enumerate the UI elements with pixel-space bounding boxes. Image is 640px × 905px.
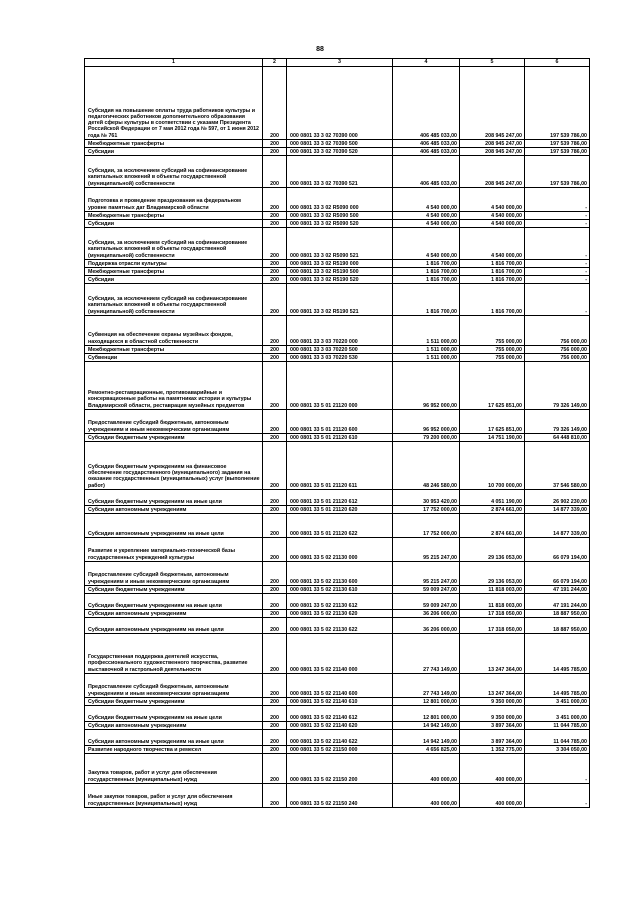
row-value-2020-cell: 95 215 247,00	[393, 562, 460, 586]
table-row	[85, 722, 590, 730]
row-value-2020-cell: 48 246 580,00	[393, 442, 460, 490]
row-name-cell: Субсидии бюджетным учреждениям на финансовое обеспечение государственного (муниципального) задания на оказание государственных (муниципальных) услуг (выполнение работ)	[85, 442, 263, 490]
row-name-cell: Субсидии бюджетным учреждениям	[85, 698, 263, 706]
row-value-2021-cell: 11 818 003,00	[460, 594, 525, 610]
row-kbk-cell: 000 0801 33 5 02 21130 600	[287, 562, 393, 586]
table-row	[85, 284, 590, 316]
row-value-2021-cell: 4 540 000,00	[460, 212, 525, 220]
row-name-cell: Субсидии автономным учреждениям на иные цели	[85, 730, 263, 746]
row-value-2020-cell: 4 540 000,00	[393, 212, 460, 220]
header-cell: 1	[85, 59, 263, 67]
row-code-cell: 200	[263, 442, 287, 490]
row-value-2022-cell: 197 539 786,00	[525, 140, 590, 148]
table-row	[85, 784, 590, 808]
row-value-2020-cell: 1 816 700,00	[393, 268, 460, 276]
row-kbk-cell: 000 0801 33 3 02 R5190 520	[287, 276, 393, 284]
row-code-cell: 200	[263, 674, 287, 698]
row-name-cell: Субсидии бюджетным учреждениям	[85, 434, 263, 442]
row-kbk-cell: 000 0801 33 3 03 70220 500	[287, 346, 393, 354]
row-kbk-cell: 000 0801 33 5 02 21130 612	[287, 594, 393, 610]
row-kbk-cell: 000 0801 33 5 01 21120 622	[287, 514, 393, 538]
row-value-2022-cell: 64 448 810,00	[525, 434, 590, 442]
row-value-2020-cell: 1 816 700,00	[393, 284, 460, 316]
row-value-2022-cell: 14 877 339,00	[525, 506, 590, 514]
row-code-cell: 200	[263, 140, 287, 148]
table-row	[85, 698, 590, 706]
table-row	[85, 706, 590, 722]
header-cell: 6	[525, 59, 590, 67]
table-row	[85, 562, 590, 586]
row-value-2022-cell: -	[525, 268, 590, 276]
row-name-cell: Субсидии	[85, 220, 263, 228]
table-row	[85, 362, 590, 410]
row-name-cell: Иные закупки товаров, работ и услуг для обеспечения государственных (муниципальных) нужд	[85, 784, 263, 808]
row-value-2022-cell: 3 304 050,00	[525, 746, 590, 754]
row-value-2021-cell: 17 318 050,00	[460, 618, 525, 634]
table-row	[85, 156, 590, 188]
row-value-2021-cell: 4 540 000,00	[460, 220, 525, 228]
table-row	[85, 610, 590, 618]
header-cell: 2	[263, 59, 287, 67]
row-name-cell: Субсидии	[85, 276, 263, 284]
row-kbk-cell: 000 0801 33 5 01 21120 600	[287, 410, 393, 434]
row-value-2020-cell: 406 485 033,00	[393, 140, 460, 148]
row-name-cell: Предоставление субсидий бюджетным, автономным учреждениям и иным некоммерческим организациям	[85, 674, 263, 698]
row-kbk-cell: 000 0801 33 5 02 21150 200	[287, 754, 393, 784]
row-kbk-cell: 000 0801 33 3 02 R5190 521	[287, 284, 393, 316]
row-value-2020-cell: 36 206 000,00	[393, 610, 460, 618]
table-row	[85, 586, 590, 594]
row-name-cell: Субсидии бюджетным учреждениям на иные цели	[85, 490, 263, 506]
row-value-2022-cell: 14 877 339,00	[525, 514, 590, 538]
row-code-cell: 200	[263, 212, 287, 220]
row-code-cell: 200	[263, 506, 287, 514]
row-value-2022-cell: 26 902 230,00	[525, 490, 590, 506]
row-code-cell: 200	[263, 220, 287, 228]
row-kbk-cell: 000 0801 33 5 02 21150 000	[287, 746, 393, 754]
row-value-2022-cell: 47 191 244,00	[525, 594, 590, 610]
row-kbk-cell: 000 0801 33 3 02 70390 520	[287, 148, 393, 156]
row-code-cell: 200	[263, 514, 287, 538]
row-kbk-cell: 000 0801 33 5 01 21120 611	[287, 442, 393, 490]
row-value-2021-cell: 14 751 190,00	[460, 434, 525, 442]
row-kbk-cell: 000 0801 33 5 02 21140 000	[287, 634, 393, 674]
row-kbk-cell: 000 0801 33 3 02 70390 500	[287, 140, 393, 148]
row-value-2021-cell: 208 945 247,00	[460, 156, 525, 188]
row-kbk-cell: 000 0801 33 3 02 R5090 520	[287, 220, 393, 228]
header-cell: 4	[393, 59, 460, 67]
table-row	[85, 754, 590, 784]
row-value-2021-cell: 208 945 247,00	[460, 67, 525, 140]
row-kbk-cell: 000 0801 33 5 02 21140 612	[287, 706, 393, 722]
row-code-cell: 200	[263, 316, 287, 346]
row-value-2021-cell: 17 625 851,00	[460, 362, 525, 410]
row-value-2020-cell: 1 511 000,00	[393, 354, 460, 362]
row-value-2021-cell: 1 352 775,00	[460, 746, 525, 754]
row-value-2020-cell: 1 816 700,00	[393, 276, 460, 284]
table-row	[85, 220, 590, 228]
row-name-cell: Государственная поддержка деятелей искусства, профессионального художественного творчества, развитие выставочной и гастрольной деятельности	[85, 634, 263, 674]
row-code-cell: 200	[263, 188, 287, 212]
row-value-2020-cell: 17 752 000,00	[393, 506, 460, 514]
header-row	[85, 59, 590, 67]
row-value-2022-cell: 66 079 194,00	[525, 538, 590, 562]
row-name-cell: Субсидии, за исключением субсидий на софинансирование капитальных вложений в объекты государственной (муниципальной) собственности	[85, 228, 263, 260]
row-kbk-cell: 000 0801 33 5 01 21120 000	[287, 362, 393, 410]
row-value-2022-cell: 79 326 149,00	[525, 362, 590, 410]
table-row	[85, 434, 590, 442]
row-code-cell: 200	[263, 156, 287, 188]
row-value-2020-cell: 36 206 000,00	[393, 618, 460, 634]
row-value-2020-cell: 96 952 000,00	[393, 410, 460, 434]
row-value-2021-cell: 3 897 364,00	[460, 722, 525, 730]
row-kbk-cell: 000 0801 33 3 03 70220 530	[287, 354, 393, 362]
row-code-cell: 200	[263, 610, 287, 618]
row-value-2022-cell: -	[525, 784, 590, 808]
row-value-2020-cell: 4 540 000,00	[393, 228, 460, 260]
row-code-cell: 200	[263, 722, 287, 730]
row-code-cell: 200	[263, 228, 287, 260]
row-value-2021-cell: 1 816 700,00	[460, 268, 525, 276]
row-name-cell: Субсидии бюджетным учреждениям	[85, 586, 263, 594]
row-value-2020-cell: 27 743 149,00	[393, 634, 460, 674]
row-kbk-cell: 000 0801 33 3 02 70390 000	[287, 67, 393, 140]
row-value-2022-cell: -	[525, 188, 590, 212]
row-value-2021-cell: 17 625 851,00	[460, 410, 525, 434]
row-kbk-cell: 000 0801 33 5 02 21150 240	[287, 784, 393, 808]
row-value-2022-cell: -	[525, 228, 590, 260]
table-row	[85, 634, 590, 674]
row-value-2022-cell: 197 539 786,00	[525, 148, 590, 156]
row-value-2020-cell: 96 952 000,00	[393, 362, 460, 410]
row-code-cell: 200	[263, 698, 287, 706]
budget-table	[84, 58, 590, 808]
row-value-2022-cell: 197 539 786,00	[525, 67, 590, 140]
row-name-cell: Субсидии автономным учреждениям на иные цели	[85, 514, 263, 538]
row-code-cell: 200	[263, 346, 287, 354]
row-code-cell: 200	[263, 634, 287, 674]
row-name-cell: Предоставление субсидий бюджетным, автономным учреждениям и иным некоммерческим организациям	[85, 562, 263, 586]
table-row	[85, 260, 590, 268]
row-value-2022-cell: -	[525, 284, 590, 316]
row-name-cell: Субсидии бюджетным учреждениям на иные цели	[85, 594, 263, 610]
row-kbk-cell: 000 0801 33 5 02 21130 622	[287, 618, 393, 634]
row-value-2022-cell: 79 326 149,00	[525, 410, 590, 434]
row-value-2020-cell: 59 009 247,00	[393, 594, 460, 610]
row-name-cell: Субвенции	[85, 354, 263, 362]
row-name-cell: Субсидии, за исключением субсидий на софинансирование капитальных вложений в объекты государственной (муниципальной) собственности	[85, 156, 263, 188]
row-value-2022-cell: 3 451 000,00	[525, 706, 590, 722]
table-row	[85, 674, 590, 698]
row-value-2021-cell: 9 350 000,00	[460, 698, 525, 706]
row-code-cell: 200	[263, 562, 287, 586]
row-value-2021-cell: 4 540 000,00	[460, 228, 525, 260]
row-value-2020-cell: 79 200 000,00	[393, 434, 460, 442]
row-value-2020-cell: 1 511 000,00	[393, 346, 460, 354]
table-row	[85, 594, 590, 610]
table-row	[85, 618, 590, 634]
row-value-2021-cell: 17 318 050,00	[460, 610, 525, 618]
row-value-2020-cell: 406 485 033,00	[393, 67, 460, 140]
row-kbk-cell: 000 0801 33 5 02 21130 610	[287, 586, 393, 594]
row-value-2020-cell: 4 540 000,00	[393, 220, 460, 228]
row-kbk-cell: 000 0801 33 5 01 21120 620	[287, 506, 393, 514]
row-name-cell: Субсидии автономным учреждениям	[85, 506, 263, 514]
row-name-cell: Субсидии бюджетным учреждениям на иные цели	[85, 706, 263, 722]
row-name-cell: Развитие и укрепление материально-технической базы государственных учреждений культуры	[85, 538, 263, 562]
row-kbk-cell: 000 0801 33 3 02 R5090 000	[287, 188, 393, 212]
row-value-2022-cell: -	[525, 220, 590, 228]
row-name-cell: Субсидии автономным учреждениям на иные цели	[85, 618, 263, 634]
row-code-cell: 200	[263, 276, 287, 284]
row-name-cell: Субсидии	[85, 148, 263, 156]
row-code-cell: 200	[263, 67, 287, 140]
table-row	[85, 730, 590, 746]
row-value-2021-cell: 1 816 700,00	[460, 276, 525, 284]
row-value-2020-cell: 4 540 000,00	[393, 188, 460, 212]
row-value-2020-cell: 1 511 000,00	[393, 316, 460, 346]
row-value-2022-cell: 756 000,00	[525, 354, 590, 362]
row-value-2022-cell: -	[525, 276, 590, 284]
table-row	[85, 506, 590, 514]
row-value-2020-cell: 14 942 149,00	[393, 722, 460, 730]
row-value-2021-cell: 1 816 700,00	[460, 260, 525, 268]
row-value-2021-cell: 755 000,00	[460, 346, 525, 354]
row-value-2022-cell: 197 539 786,00	[525, 156, 590, 188]
row-code-cell: 200	[263, 362, 287, 410]
row-name-cell: Ремонтно-реставрационные, противоаварийные и консервационные работы на памятниках истории и культуры Владимирской области, реставрация музейных предметов	[85, 362, 263, 410]
row-code-cell: 200	[263, 618, 287, 634]
row-value-2020-cell: 400 000,00	[393, 754, 460, 784]
row-value-2022-cell: 11 044 785,00	[525, 722, 590, 730]
row-value-2022-cell: 66 079 194,00	[525, 562, 590, 586]
row-value-2022-cell: 14 495 785,00	[525, 634, 590, 674]
header-cell: 5	[460, 59, 525, 67]
row-kbk-cell: 000 0801 33 3 02 R5190 500	[287, 268, 393, 276]
table-row	[85, 212, 590, 220]
row-value-2021-cell: 1 816 700,00	[460, 284, 525, 316]
row-kbk-cell: 000 0801 33 5 02 21130 620	[287, 610, 393, 618]
table-row	[85, 276, 590, 284]
row-value-2020-cell: 27 743 149,00	[393, 674, 460, 698]
row-value-2021-cell: 11 818 003,00	[460, 586, 525, 594]
row-value-2021-cell: 4 540 000,00	[460, 188, 525, 212]
row-value-2022-cell: 47 191 244,00	[525, 586, 590, 594]
row-value-2022-cell: -	[525, 260, 590, 268]
row-name-cell: Межбюджетные трансферты	[85, 140, 263, 148]
row-value-2021-cell: 400 000,00	[460, 754, 525, 784]
row-name-cell: Субсидии автономным учреждениям	[85, 610, 263, 618]
row-value-2020-cell: 30 953 420,00	[393, 490, 460, 506]
table-row	[85, 746, 590, 754]
table-row	[85, 410, 590, 434]
table-row	[85, 538, 590, 562]
page-number: 88	[316, 46, 324, 53]
row-code-cell: 200	[263, 354, 287, 362]
row-value-2022-cell: -	[525, 212, 590, 220]
row-code-cell: 200	[263, 746, 287, 754]
row-value-2021-cell: 208 945 247,00	[460, 140, 525, 148]
row-code-cell: 200	[263, 410, 287, 434]
row-value-2021-cell: 29 136 053,00	[460, 538, 525, 562]
row-name-cell: Субсидии автономным учреждениям	[85, 722, 263, 730]
row-name-cell: Закупка товаров, работ и услуг для обеспечения государственных (муниципальных) нужд	[85, 754, 263, 784]
row-kbk-cell: 000 0801 33 3 02 R5090 521	[287, 228, 393, 260]
table-row	[85, 140, 590, 148]
table-row	[85, 228, 590, 260]
row-value-2021-cell: 755 000,00	[460, 316, 525, 346]
row-name-cell: Межбюджетные трансферты	[85, 346, 263, 354]
row-value-2021-cell: 13 247 364,00	[460, 634, 525, 674]
row-value-2021-cell: 2 874 661,00	[460, 514, 525, 538]
row-kbk-cell: 000 0801 33 5 02 21130 000	[287, 538, 393, 562]
row-value-2021-cell: 400 000,00	[460, 784, 525, 808]
row-value-2022-cell: -	[525, 754, 590, 784]
row-value-2021-cell: 29 136 053,00	[460, 562, 525, 586]
row-value-2021-cell: 208 945 247,00	[460, 148, 525, 156]
row-value-2020-cell: 12 801 000,00	[393, 706, 460, 722]
row-kbk-cell: 000 0801 33 5 01 21120 612	[287, 490, 393, 506]
row-code-cell: 200	[263, 434, 287, 442]
row-value-2020-cell: 400 000,00	[393, 784, 460, 808]
row-kbk-cell: 000 0801 33 3 02 R5090 500	[287, 212, 393, 220]
row-value-2022-cell: 756 000,00	[525, 316, 590, 346]
row-value-2021-cell: 9 350 000,00	[460, 706, 525, 722]
row-value-2022-cell: 18 887 950,00	[525, 610, 590, 618]
table-row	[85, 188, 590, 212]
table-row	[85, 514, 590, 538]
row-kbk-cell: 000 0801 33 5 02 21140 600	[287, 674, 393, 698]
row-code-cell: 200	[263, 586, 287, 594]
row-value-2020-cell: 17 752 000,00	[393, 514, 460, 538]
row-code-cell: 200	[263, 538, 287, 562]
row-code-cell: 200	[263, 260, 287, 268]
row-value-2020-cell: 4 656 825,00	[393, 746, 460, 754]
row-code-cell: 200	[263, 148, 287, 156]
row-value-2022-cell: 756 000,00	[525, 346, 590, 354]
row-kbk-cell: 000 0801 33 5 02 21140 620	[287, 722, 393, 730]
row-kbk-cell: 000 0801 33 3 02 R5190 000	[287, 260, 393, 268]
row-value-2021-cell: 755 000,00	[460, 354, 525, 362]
row-value-2020-cell: 14 942 149,00	[393, 730, 460, 746]
table-row	[85, 490, 590, 506]
row-code-cell: 200	[263, 268, 287, 276]
table-row	[85, 316, 590, 346]
row-value-2021-cell: 2 874 661,00	[460, 506, 525, 514]
table-row	[85, 442, 590, 490]
row-value-2021-cell: 10 700 000,00	[460, 442, 525, 490]
table-row	[85, 346, 590, 354]
row-value-2020-cell: 12 801 000,00	[393, 698, 460, 706]
row-kbk-cell: 000 0801 33 3 03 70220 000	[287, 316, 393, 346]
table-row	[85, 148, 590, 156]
row-kbk-cell: 000 0801 33 3 02 70390 521	[287, 156, 393, 188]
row-value-2022-cell: 14 495 785,00	[525, 674, 590, 698]
row-name-cell: Развитие народного творчества и ремесел	[85, 746, 263, 754]
row-value-2022-cell: 11 044 785,00	[525, 730, 590, 746]
row-code-cell: 200	[263, 284, 287, 316]
row-value-2020-cell: 406 485 033,00	[393, 148, 460, 156]
row-value-2020-cell: 59 009 247,00	[393, 586, 460, 594]
row-value-2022-cell: 3 451 000,00	[525, 698, 590, 706]
row-kbk-cell: 000 0801 33 5 02 21140 610	[287, 698, 393, 706]
row-name-cell: Предоставление субсидий бюджетным, автономным учреждениям и иным некоммерческим организациям	[85, 410, 263, 434]
row-value-2020-cell: 95 215 247,00	[393, 538, 460, 562]
row-value-2022-cell: 37 546 580,00	[525, 442, 590, 490]
row-name-cell: Субсидия на повышение оплаты труда работников культуры и педагогических работников дополнительного образования детей сферы культуры в соответствии с указами Президента Российской Федерации от 7 мая 2012 года № 597, от 1 июня 2012 года № 761	[85, 67, 263, 140]
row-name-cell: Межбюджетные трансферты	[85, 268, 263, 276]
row-value-2021-cell: 4 051 190,00	[460, 490, 525, 506]
row-name-cell: Подготовка и проведение празднования на федеральном уровне памятных дат Владимирской области	[85, 188, 263, 212]
header-cell: 3	[287, 59, 393, 67]
row-name-cell: Межбюджетные трансферты	[85, 212, 263, 220]
row-name-cell: Поддержка отрасли культуры	[85, 260, 263, 268]
row-value-2021-cell: 3 897 364,00	[460, 730, 525, 746]
table-row	[85, 354, 590, 362]
row-kbk-cell: 000 0801 33 5 01 21120 610	[287, 434, 393, 442]
row-code-cell: 200	[263, 784, 287, 808]
row-name-cell: Субсидии, за исключением субсидий на софинансирование капитальных вложений в объекты государственной (муниципальной) собственности	[85, 284, 263, 316]
row-name-cell: Субвенция на обеспечение охраны музейных фондов, находящихся в областной собственности	[85, 316, 263, 346]
row-value-2022-cell: 18 887 950,00	[525, 618, 590, 634]
table-row	[85, 268, 590, 276]
row-code-cell: 200	[263, 754, 287, 784]
row-value-2020-cell: 406 485 033,00	[393, 156, 460, 188]
table-row	[85, 67, 590, 140]
row-code-cell: 200	[263, 490, 287, 506]
row-code-cell: 200	[263, 730, 287, 746]
row-value-2020-cell: 1 816 700,00	[393, 260, 460, 268]
row-code-cell: 200	[263, 706, 287, 722]
row-code-cell: 200	[263, 594, 287, 610]
row-kbk-cell: 000 0801 33 5 02 21140 622	[287, 730, 393, 746]
row-value-2021-cell: 13 247 364,00	[460, 674, 525, 698]
